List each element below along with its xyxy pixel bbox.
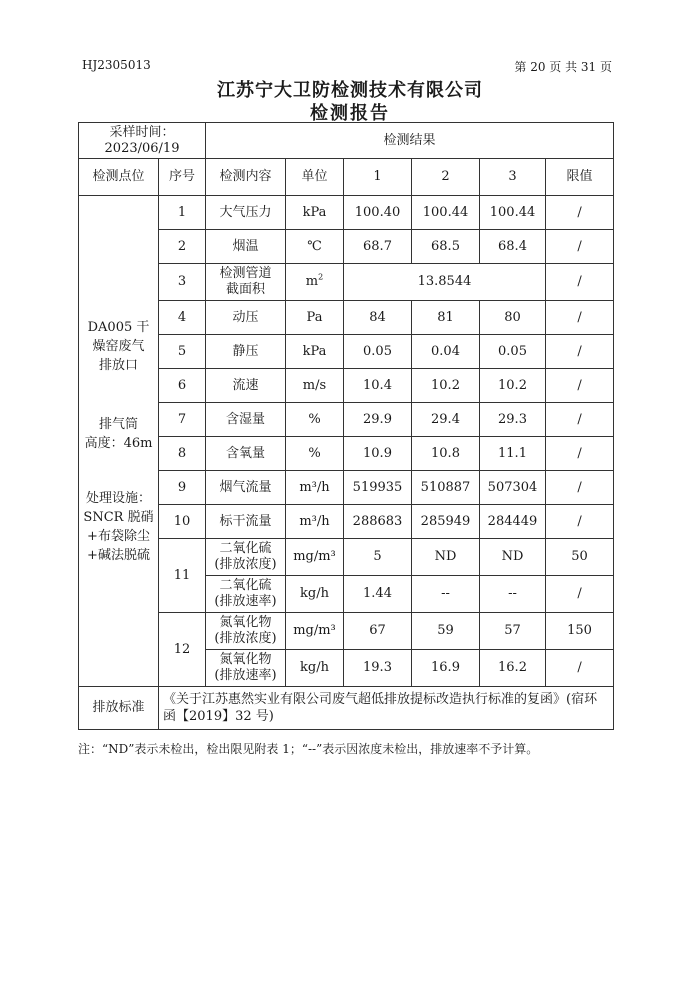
standard-row — [79, 687, 614, 730]
value-cell: 80 — [480, 301, 546, 335]
seq-cell: 6 — [159, 369, 206, 403]
table-row — [79, 613, 614, 650]
item-line-2: 截面积 — [225, 282, 265, 297]
limit-cell: / — [546, 230, 614, 264]
seq-cell: 12 — [159, 613, 206, 687]
header-c3: 3 — [480, 159, 546, 196]
table-row — [79, 539, 614, 576]
item-line-1: 二氧化硫 — [219, 541, 272, 556]
company-name: 江苏宁大卫防检测技术有限公司 — [217, 80, 483, 101]
limit-cell: / — [546, 437, 614, 471]
value-cell: 68.4 — [480, 230, 546, 264]
value-cell: ND — [480, 539, 546, 576]
sampling-date: 2023/06/19 — [104, 140, 180, 156]
facility-l4: +碱法脱硫 — [87, 547, 150, 563]
seq-cell: 9 — [159, 471, 206, 505]
value-cell: 29.3 — [480, 403, 546, 437]
merged-value-cell: 13.8544 — [344, 264, 546, 301]
unit-cell: m/s — [286, 369, 344, 403]
facility-l2: SNCR 脱硝 — [83, 509, 154, 525]
value-cell: 10.4 — [344, 369, 412, 403]
item-line-2: (排放速率) — [214, 668, 277, 683]
unit-cell: m³/h — [286, 505, 344, 539]
point-name-l2: 燥窑废气 — [92, 338, 145, 354]
value-cell: 0.05 — [480, 335, 546, 369]
unit-cell: kg/h — [286, 576, 344, 613]
value-cell: 100.40 — [344, 196, 412, 230]
sampling-point-cell — [79, 196, 159, 687]
item-line-1: 氮氧化物 — [219, 615, 272, 630]
limit-cell: / — [546, 335, 614, 369]
report-title: 检测报告 — [310, 103, 390, 124]
seq-cell: 7 — [159, 403, 206, 437]
standard-text: 《关于江苏惠然实业有限公司废气超低排放提标改造执行标准的复函》(宿环函【2019】32 号) — [159, 687, 614, 730]
seq-cell: 8 — [159, 437, 206, 471]
table-row — [79, 335, 614, 369]
unit-cell: kg/h — [286, 650, 344, 687]
unit-cell: kPa — [286, 196, 344, 230]
limit-cell: / — [546, 403, 614, 437]
value-cell: 288683 — [344, 505, 412, 539]
table-row — [79, 369, 614, 403]
value-cell: -- — [480, 576, 546, 613]
value-cell: 10.2 — [412, 369, 480, 403]
value-cell: 68.7 — [344, 230, 412, 264]
unit-base: m — [305, 274, 319, 289]
unit-cell — [286, 264, 344, 301]
table-row — [79, 301, 614, 335]
value-cell: 1.44 — [344, 576, 412, 613]
unit-cell: % — [286, 403, 344, 437]
item-cell: 含氧量 — [206, 437, 286, 471]
value-cell: ND — [412, 539, 480, 576]
value-cell: 11.1 — [480, 437, 546, 471]
stack-l1: 排气筒 — [98, 416, 138, 432]
unit-cell: mg/m³ — [286, 539, 344, 576]
results-table — [78, 122, 614, 730]
unit-superscript: 2 — [318, 272, 324, 282]
value-cell: 100.44 — [480, 196, 546, 230]
sampling-time-cell — [79, 123, 206, 159]
item-line-2: (排放浓度) — [214, 557, 277, 572]
header-c1: 1 — [344, 159, 412, 196]
unit-cell: Pa — [286, 301, 344, 335]
value-cell: 57 — [480, 613, 546, 650]
value-cell: 67 — [344, 613, 412, 650]
item-cell — [206, 650, 286, 687]
seq-cell: 5 — [159, 335, 206, 369]
item-line-2: (排放速率) — [214, 594, 277, 609]
seq-cell: 3 — [159, 264, 206, 301]
footnote: 注：“ND”表示未检出，检出限见附表 1；“--”表示因浓度未检出，排放速率不予计算。 — [78, 742, 539, 756]
document-id: HJ2305013 — [82, 58, 151, 72]
item-cell: 大气压力 — [206, 196, 286, 230]
header-seq: 序号 — [159, 159, 206, 196]
table-row — [79, 471, 614, 505]
sampling-time-label: 采样时间： — [109, 124, 175, 140]
item-line-1: 检测管道 — [219, 266, 272, 281]
item-cell — [206, 264, 286, 301]
value-cell: 84 — [344, 301, 412, 335]
stack-l2: 高度：46m — [84, 435, 153, 451]
table-row — [79, 437, 614, 471]
seq-cell: 2 — [159, 230, 206, 264]
table-row — [79, 264, 614, 301]
facility-l1: 处理设施： — [85, 490, 151, 506]
table-row — [79, 196, 614, 230]
item-line-1: 二氧化硫 — [219, 578, 272, 593]
limit-cell: / — [546, 301, 614, 335]
seq-cell: 10 — [159, 505, 206, 539]
page-number: 第 20 页 共 31 页 — [514, 60, 612, 74]
item-cell: 烟温 — [206, 230, 286, 264]
value-cell: 100.44 — [412, 196, 480, 230]
unit-cell: % — [286, 437, 344, 471]
value-cell: 68.5 — [412, 230, 480, 264]
value-cell: 19.3 — [344, 650, 412, 687]
item-cell — [206, 613, 286, 650]
point-name-l1: DA005 干 — [87, 319, 150, 335]
value-cell: 285949 — [412, 505, 480, 539]
item-cell: 标干流量 — [206, 505, 286, 539]
unit-cell: kPa — [286, 335, 344, 369]
limit-cell: 50 — [546, 539, 614, 576]
table-row — [79, 230, 614, 264]
value-cell: 29.4 — [412, 403, 480, 437]
header-row — [79, 159, 614, 196]
limit-cell: / — [546, 264, 614, 301]
value-cell: -- — [412, 576, 480, 613]
item-line-2: (排放浓度) — [214, 631, 277, 646]
unit-cell: m³/h — [286, 471, 344, 505]
value-cell: 16.2 — [480, 650, 546, 687]
limit-cell: / — [546, 650, 614, 687]
value-cell: 5 — [344, 539, 412, 576]
value-cell: 507304 — [480, 471, 546, 505]
results-label: 检测结果 — [206, 123, 614, 159]
item-cell — [206, 539, 286, 576]
limit-cell: / — [546, 471, 614, 505]
unit-cell: ℃ — [286, 230, 344, 264]
value-cell: 29.9 — [344, 403, 412, 437]
limit-cell: / — [546, 576, 614, 613]
value-cell: 284449 — [480, 505, 546, 539]
value-cell: 0.04 — [412, 335, 480, 369]
seq-cell: 11 — [159, 539, 206, 613]
item-cell: 烟气流量 — [206, 471, 286, 505]
limit-cell: / — [546, 369, 614, 403]
point-name-l3: 排放口 — [98, 357, 138, 373]
table-row — [79, 505, 614, 539]
value-cell: 0.05 — [344, 335, 412, 369]
value-cell: 519935 — [344, 471, 412, 505]
limit-cell: 150 — [546, 613, 614, 650]
item-cell: 静压 — [206, 335, 286, 369]
limit-cell: / — [546, 196, 614, 230]
value-cell: 10.2 — [480, 369, 546, 403]
seq-cell: 4 — [159, 301, 206, 335]
standard-label: 排放标准 — [79, 687, 159, 730]
item-cell: 动压 — [206, 301, 286, 335]
value-cell: 81 — [412, 301, 480, 335]
header-point: 检测点位 — [79, 159, 159, 196]
facility-l3: +布袋除尘 — [87, 528, 150, 544]
header-unit: 单位 — [286, 159, 344, 196]
table-row — [79, 403, 614, 437]
value-cell: 59 — [412, 613, 480, 650]
sampling-row — [79, 123, 614, 159]
header-limit: 限值 — [546, 159, 614, 196]
item-cell — [206, 576, 286, 613]
unit-cell: mg/m³ — [286, 613, 344, 650]
limit-cell: / — [546, 505, 614, 539]
seq-cell: 1 — [159, 196, 206, 230]
value-cell: 10.9 — [344, 437, 412, 471]
header-c2: 2 — [412, 159, 480, 196]
header-item: 检测内容 — [206, 159, 286, 196]
item-line-1: 氮氧化物 — [219, 652, 272, 667]
value-cell: 510887 — [412, 471, 480, 505]
value-cell: 10.8 — [412, 437, 480, 471]
value-cell: 16.9 — [412, 650, 480, 687]
item-cell: 含湿量 — [206, 403, 286, 437]
item-cell: 流速 — [206, 369, 286, 403]
